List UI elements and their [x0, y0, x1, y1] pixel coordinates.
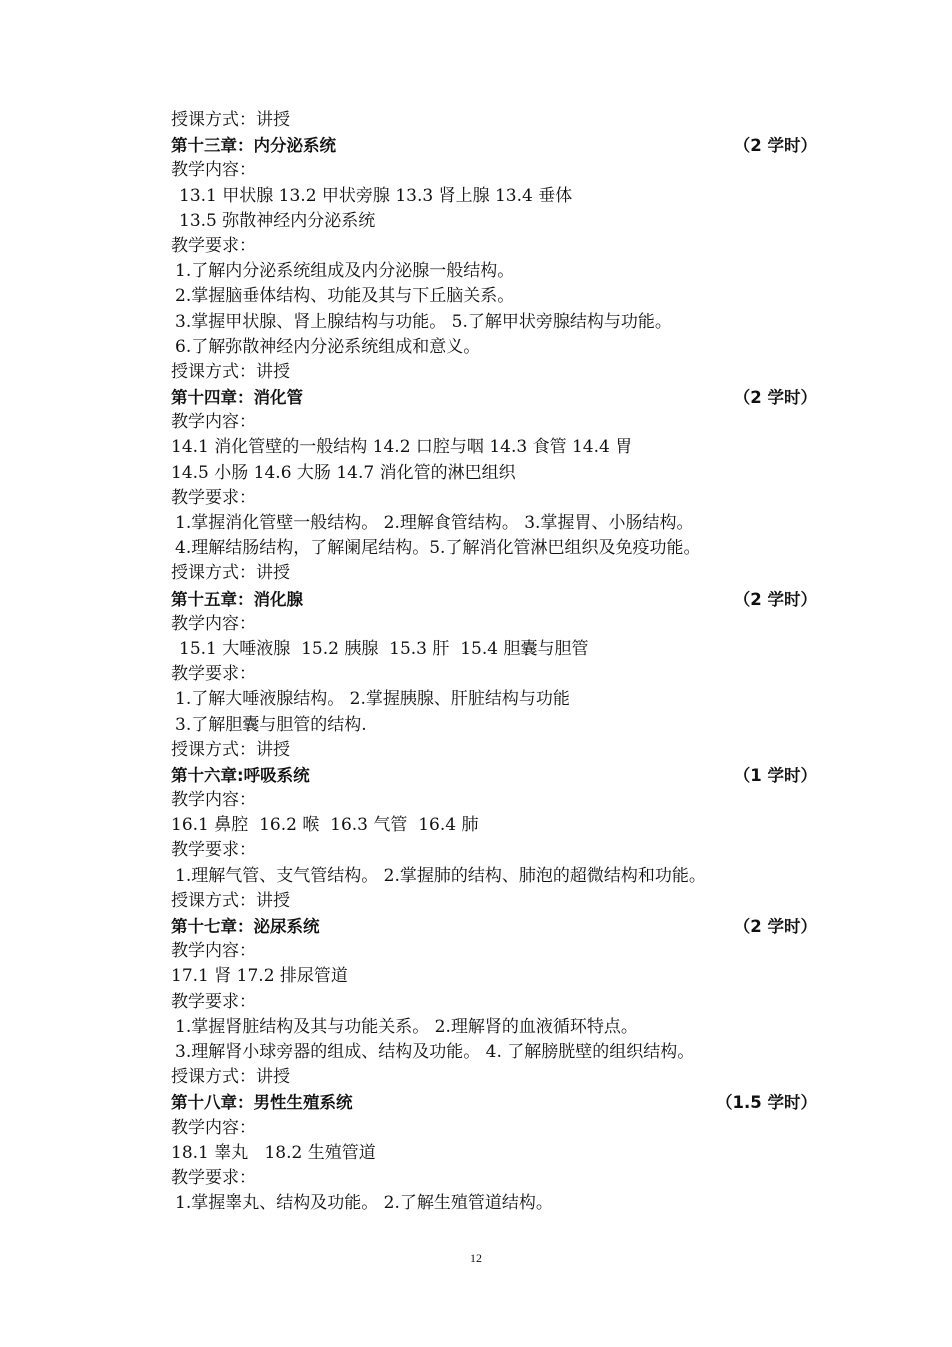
- text-line: 教学要求：: [171, 487, 256, 508]
- text-line: 15.1 大唾液腺 15.2 胰腺 15.3 肝 15.4 胆囊与胆管: [179, 638, 589, 659]
- text-line: 14.5 小肠 14.6 大肠 14.7 消化管的淋巴组织: [171, 462, 516, 483]
- chapter-heading: [171, 587, 821, 612]
- text-line: 1.掌握肾脏结构及其与功能关系。 2.理解肾的血液循环特点。: [175, 1016, 638, 1037]
- document-body: [171, 108, 821, 1216]
- text-line: 教学内容：: [171, 1117, 256, 1138]
- text-line: 17.1 肾 17.2 排尿管道: [171, 966, 348, 987]
- chapter-title: 第十八章：男性生殖系统: [171, 1093, 353, 1113]
- text-line: 13.5 弥散神经内分泌系统: [179, 210, 376, 231]
- chapter-title: 第十三章：内分泌系统: [171, 136, 336, 156]
- chapter-title: 第十四章：消化管: [171, 388, 303, 408]
- text-line: 14.1 消化管壁的一般结构 14.2 口腔与咽 14.3 食管 14.4 胃: [171, 437, 633, 458]
- chapter-hours: （2 学时）: [733, 589, 817, 609]
- text-line: 教学内容：: [171, 790, 256, 811]
- chapter-hours: （2 学时）: [733, 388, 817, 408]
- text-line: 授课方式：讲授: [171, 890, 290, 911]
- chapter-heading: [171, 914, 821, 939]
- chapter-hours: （2 学时）: [733, 136, 817, 156]
- text-line: 教学要求：: [171, 1167, 256, 1188]
- chapter-title: 第十七章：泌尿系统: [171, 917, 320, 936]
- text-line: 教学要求：: [171, 235, 256, 256]
- text-line: 教学内容：: [171, 412, 256, 433]
- chapter-hours: （2 学时）: [733, 917, 817, 936]
- text-line: 授课方式：讲授: [171, 361, 290, 382]
- text-line: 1.理解气管、支气管结构。 2.掌握肺的结构、肺泡的超微结构和功能。: [175, 865, 706, 886]
- text-line: 教学要求：: [171, 664, 256, 685]
- chapter-heading: [171, 1090, 821, 1115]
- chapter-title: 第十五章：消化腺: [171, 589, 303, 609]
- text-line: 16.1 鼻腔 16.2 喉 16.3 气管 16.4 肺: [171, 815, 479, 836]
- text-line: 3.了解胆囊与胆管的结构.: [175, 714, 367, 735]
- text-line: 3.掌握甲状腺、肾上腺结构与功能。 5.了解甲状旁腺结构与功能。: [175, 311, 672, 332]
- text-line: 教学要求：: [171, 991, 256, 1012]
- text-line: 6.了解弥散神经内分泌系统组成和意义。: [175, 336, 481, 357]
- chapter-title: 第十六章:呼吸系统: [171, 765, 310, 785]
- text-line: 1.了解大唾液腺结构。 2.掌握胰腺、肝脏结构与功能: [175, 689, 570, 710]
- text-line: 13.1 甲状腺 13.2 甲状旁腺 13.3 肾上腺 13.4 垂体: [179, 185, 573, 206]
- chapter-heading: [171, 385, 821, 410]
- text-line: 2.掌握脑垂体结构、功能及其与下丘脑关系。: [175, 286, 515, 307]
- text-line: 18.1 睾丸 18.2 生殖管道: [171, 1142, 376, 1163]
- text-line: 1.掌握睾丸、结构及功能。 2.了解生殖管道结构。: [175, 1193, 553, 1214]
- text-line: 教学内容：: [171, 941, 256, 962]
- chapter-hours: （1 学时）: [733, 765, 817, 785]
- chapter-heading: [171, 133, 821, 158]
- text-line: 3.理解肾小球旁器的组成、结构及功能。 4. 了解膀胱壁的组织结构。: [175, 1041, 695, 1062]
- page-number: 12: [470, 1251, 482, 1265]
- text-line: 1.掌握消化管壁一般结构。 2.理解食管结构。 3.掌握胃、小肠结构。: [175, 513, 694, 533]
- text-line: 授课方式：讲授: [171, 110, 290, 130]
- text-line: 授课方式：讲授: [171, 739, 290, 760]
- text-line: 教学内容：: [171, 613, 256, 634]
- text-line: 4.理解结肠结构，了解阑尾结构。5.了解消化管淋巴组织及免疫功能。: [175, 538, 701, 559]
- chapter-hours: （1.5 学时）: [716, 1093, 817, 1113]
- text-line: 1.了解内分泌系统组成及内分泌腺一般结构。: [175, 261, 515, 282]
- text-line: 授课方式：讲授: [171, 1067, 290, 1088]
- text-line: 教学内容：: [171, 160, 256, 181]
- chapter-heading: [171, 763, 821, 788]
- text-line: 授课方式：讲授: [171, 563, 290, 584]
- text-line: 教学要求：: [171, 840, 256, 861]
